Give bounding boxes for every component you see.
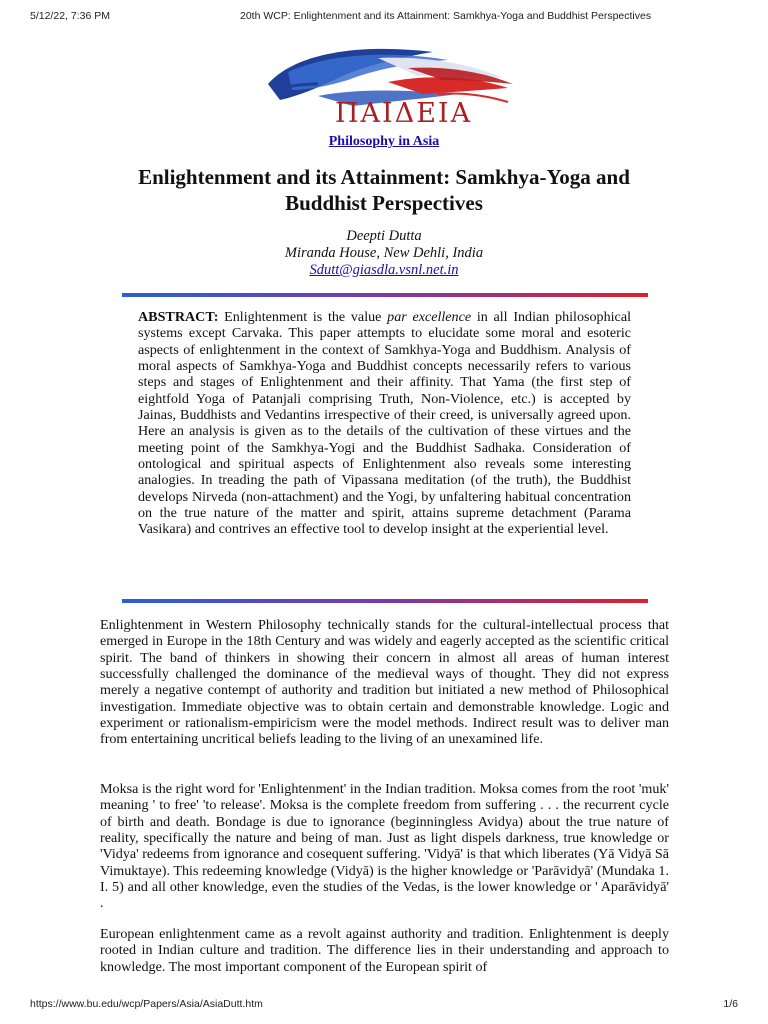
- print-header: [30, 10, 738, 26]
- abstract-emphasis: par excellence: [387, 309, 472, 325]
- abstract-label: ABSTRACT:: [138, 309, 219, 325]
- divider-top: [122, 293, 648, 297]
- paideia-logo: [258, 38, 518, 128]
- author-email-link[interactable]: Sdutt@giasdla.vsnl.net.in: [309, 262, 459, 278]
- logo-wordmark: ΠΑΙΔΕΙΑ: [335, 98, 473, 129]
- print-footer: [30, 998, 738, 1014]
- philosophy-in-asia-link[interactable]: Philosophy in Asia: [328, 134, 440, 149]
- author-name: Deepti Dutta: [346, 228, 422, 244]
- divider-bottom: [122, 599, 648, 603]
- print-date: 5/12/22, 7:36 PM: [30, 10, 110, 22]
- abstract-text-start: Enlightenment is the value: [218, 309, 388, 325]
- print-url: https://www.bu.edu/wcp/Papers/Asia/AsiaDutt.htm: [30, 998, 263, 1010]
- print-document-title: 20th WCP: Enlightenment and its Attainment: Samkhya-Yoga and Buddhist Perspectives: [240, 10, 652, 22]
- body-paragraph: European enlightenment came as a revolt against authority and tradition. Enlightenment is deeply rooted in Indian culture and tradition. The difference lies in their understanding and approach to knowledge. The most important component of the European spirit of: [100, 926, 669, 975]
- abstract-text-rest: in all Indian philosophical systems except Carvaka. This paper attempts to elucidate some moral and esoteric aspects of enlightenment in the context of Samkhya-Yoga and Buddhism. Analysis of moral aspects of Samkhya-Yoga and Buddhist concepts necessarily refers to various steps and stages of Enlightenment and their affinity. That Yama (the first step of eightfold Yoga of Patanjali comprising Truth, Non-Violence, etc.) is accepted by Jainas, Buddhists and Vedantins irrespective of their creed, is universally agreed upon. Here an analysis is given as to the details of the cultivation of these virtues and the meeting point of the Samkhya-Yogi and the Buddhist Sadhaka. Consideration of ontological and spiritual aspects of Enlightenment also reveals some interesting analogies. In treading the path of Vipassana meditation (of the truth), the Buddhist develops Nirveda (non-attachment) and the Yogi, by unfaltering habitual concentration on the true nature of the matter and spirit, attains supreme detachment (Parama Vasikara) and contrives an effective tool to develop insight at the experiential level.: [138, 309, 631, 538]
- body-paragraph: Enlightenment in Western Philosophy technically stands for the cultural-intellectual process that emerged in Europe in the 18th Century and was widely and eagerly accepted as the scientific critical spirit. The band of thinkers in showing their concern in almost all areas of human interest successfully challenged the dominance of the medieval ways of thought. They did not express merely a negative contempt of authority and tradition but initiated a new method of Philosophical investigation. Immediate objective was to obtain certain and demonstrable knowledge. Logic and experiment or rationalism-empiricism were the model methods. Indirect result was to deliver man from entertaining uncritical beliefs leading to the living of an unexamined life.: [100, 617, 669, 748]
- body-paragraph: Moksa is the right word for 'Enlightenment' in the Indian tradition. Moksa comes from the root 'muk' meaning ' to free' 'to release'. Moksa is the complete freedom from suffering . . . the recurrent cycle of birth and death. Bondage is due to ignorance (beginningless Avidya) about the true nature of reality, specifically the nature and being of man. Just as light dispels darkness, true knowledge or 'Vidya' redeems from ignorance and cosequent suffering. 'Vidyā' is that which liberates (Yā Vidyā Sā Vimuktaye). This redeeming knowledge (Vidyā) is the higher knowledge or 'Parāvidyā' (Mundaka 1. I. 5) and all other knowledge, even the studies of the Vedas, is the lower knowledge or ' Aparāvidyā' .: [100, 781, 669, 912]
- author-affiliation: Miranda House, New Dehli, India: [284, 245, 484, 261]
- abstract: [138, 309, 631, 538]
- author-block: [0, 228, 768, 279]
- article-title: Enlightenment and its Attainment: Samkhya-Yoga and Buddhist Perspectives: [138, 165, 630, 215]
- page-number: 1/6: [723, 998, 738, 1010]
